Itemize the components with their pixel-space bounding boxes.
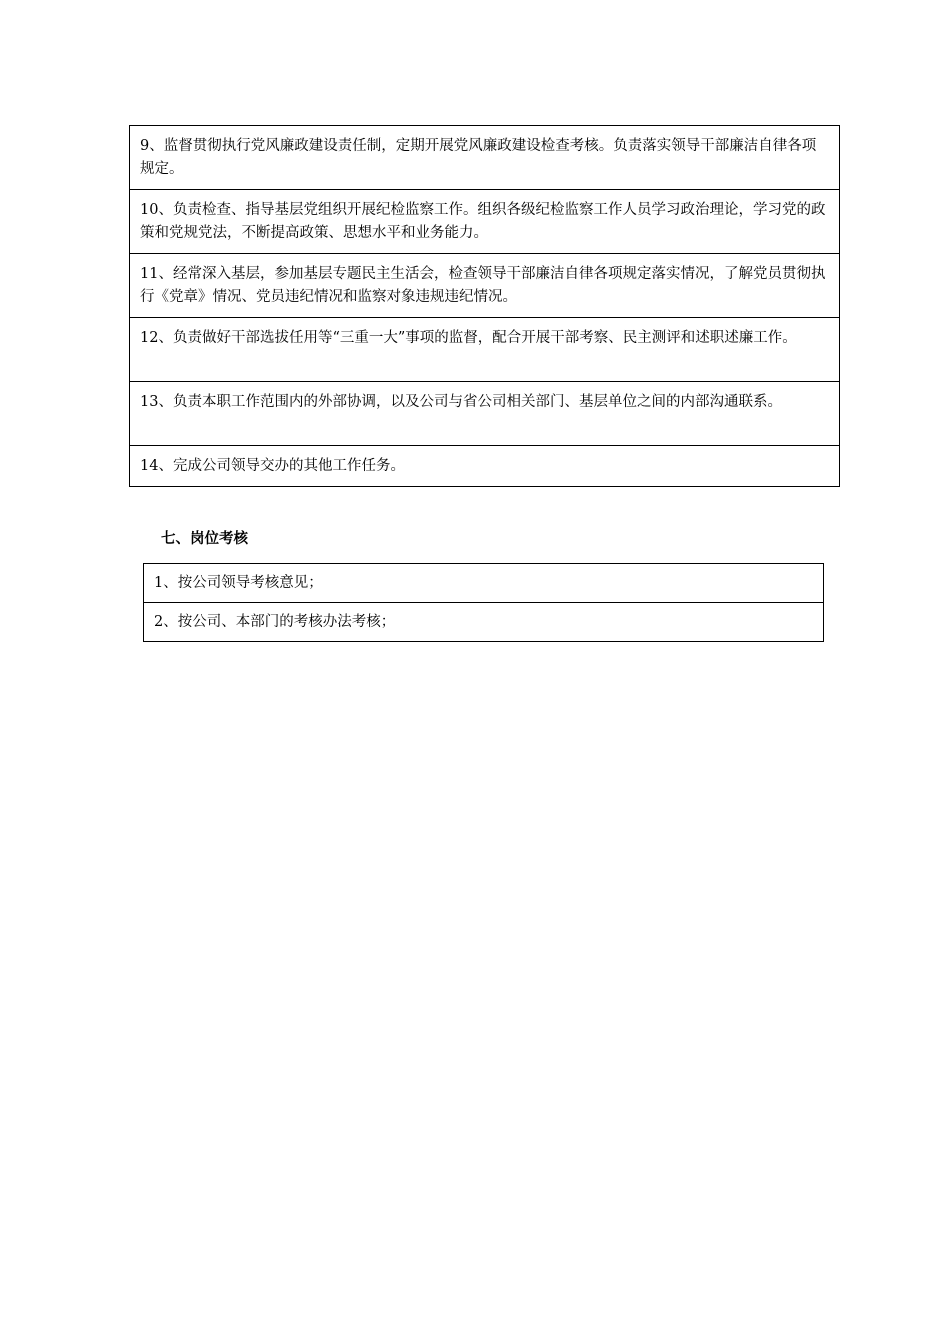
duty-item-11: 11、经常深入基层，参加基层专题民主生活会，检查领导干部廉洁自律各项规定落实情况，了解党员贯彻执行《党章》情况、党员违纪情况和监察对象违规违纪情况。 <box>130 254 840 318</box>
duty-item-9: 9、监督贯彻执行党风廉政建设责任制，定期开展党风廉政建设检查考核。负责落实领导干部廉洁自律各项规定。 <box>130 126 840 190</box>
duty-item-10: 10、负责检查、指导基层党组织开展纪检监察工作。组织各级纪检监察工作人员学习政治理论，学习党的政策和党规党法，不断提高政策、思想水平和业务能力。 <box>130 190 840 254</box>
duty-item-12: 12、负责做好干部选拔任用等“三重一大”事项的监督，配合开展干部考察、民主测评和述职述廉工作。 <box>130 318 840 382</box>
assessment-table <box>143 563 824 642</box>
table-row <box>130 318 840 382</box>
table-row <box>130 446 840 487</box>
table-row <box>130 254 840 318</box>
duty-item-13: 13、负责本职工作范围内的外部协调，以及公司与省公司相关部门、基层单位之间的内部沟通联系。 <box>130 382 840 446</box>
table-row <box>130 190 840 254</box>
table-row <box>144 603 824 642</box>
assessment-item-1: 1、按公司领导考核意见； <box>144 564 824 603</box>
table-row <box>130 126 840 190</box>
duty-item-14: 14、完成公司领导交办的其他工作任务。 <box>130 446 840 487</box>
assessment-item-2: 2、按公司、本部门的考核办法考核； <box>144 603 824 642</box>
table-row <box>144 564 824 603</box>
table-row <box>130 382 840 446</box>
section-title-assessment: 七、岗位考核 <box>161 531 248 547</box>
duties-table <box>129 125 840 487</box>
